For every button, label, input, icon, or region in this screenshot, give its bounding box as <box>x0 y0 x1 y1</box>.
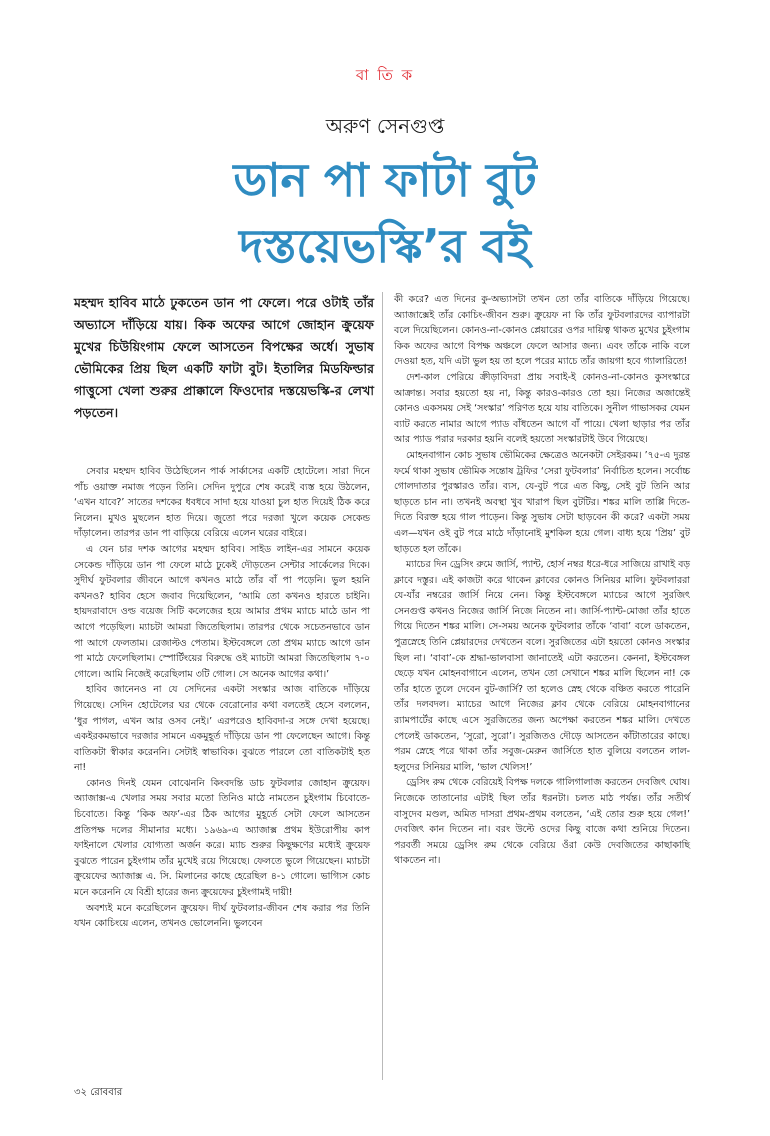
author-name: অরুণ সেনগুপ্ত <box>325 114 445 138</box>
section-tag: বা তি ক <box>355 66 415 84</box>
left-column <box>74 464 370 932</box>
article-title-line-1: ডান পা ফাটা বুট <box>233 153 537 207</box>
right-column <box>394 292 690 869</box>
body-paragraph: কী করে? এত দিনের কু-অভ্যাসটা তখন তো তাঁর বাতিকে দাঁড়িয়ে গিয়েছে। অ্যাজাক্সেই তাঁর কোচিং-জীবন শুরু। ক্রুয়েফ না কি তাঁর ফুটবলারদের ব্যাপারটা বলে দিয়েছিলেন। কোনও-না-কোনও প্লেয়ারের ওপর দায়িত্ব থাকত মুখের চুইংগাম কিক অফের আগে বিপক্ষ অঞ্চলে ফেলে আসার জন্য। এবং তাঁকে নাকি বলে দেওয়া হত, যদি এটা ভুল হয় তা হলে পরের ম্যাচে তাঁর জায়গা হবে গ্যালারিতে! <box>394 294 690 368</box>
body-paragraph: ম্যাচের দিন ড্রেসিং রুমে জার্সি, প্যান্ট, হোর্স নম্বর ধরে-ধরে সাজিয়ে রাখাই বড় ক্লাবে দস্তুর। এই কাজটা করে থাকেন ক্লাবের কোনও সিনিয়র মালি। ফুটবলাররা যে-যাঁর নম্বরের জার্সি নিয়ে নেন। কিন্তু ইস্টবেঙ্গলে ম্যাচের আগে সুরজিৎ সেনগুপ্ত কখনও নিজের জার্সি নিজে নিতেন না। জার্সি-প্যান্ট-মোজা তাঁর হাতে গিয়ে দিতেন শঙ্কর মালি। সে-সময় অনেক ফুটবলার তাঁকে ‘বাবা’ বলে ডাকতেন, পুত্রস্নেহে তিনি প্লেয়ারদের দেখতেন বলে। সুরজিতের এটা হয়তো কোনও সংস্কার ছিল না। ‘বাবা’-কে শ্রদ্ধা-ভালবাসা জানাতেই এটা করতেন। কেননা, ইস্টবেঙ্গল ছেড়ে যখন মোহনবাগানে এলেন, তখন তো সেখানে শঙ্কর মালি ছিলেন না! কে তাঁর হাতে তুলে দেবেন বুট-জার্সি? তা হলেও স্নেহ থেকে বঞ্চিত করতে পারেনি তাঁর দলবদল। ম্যাচের আগে নিজের ক্লাব থেকে বেরিয়ে মোহনবাগানের র‍্যামপার্টের কাছে এসে সুরজিতের জন্য অপেক্ষা করতেন শঙ্কর মালি। দেখতে পেলেই ডাকতেন, ‘সুরো, সুরো’। সুরজিতও দৌড়ে আসতেন কাঁটাতারের কাছে। পরম স্নেহে পরে থাকা তাঁর সবুজ-মেরুন জার্সিতে হাত বুলিয়ে বলতেন লাল-হলুদের সিনিয়র মালি, ‘ভাল খেলিস!’ <box>394 559 690 773</box>
body-paragraph: দেশ-কাল পেরিয়ে ক্রীড়াবিদরা প্রায় সবাই-ই কোনও-না-কোনও কুসংস্কারে আক্রান্ত। সবার হয়তো হয় না, কিন্তু কারও-কারও তো হয়। নিজের অজান্তেই কোনও একসময় সেই ‘সংস্কার’ পরিণত হয়ে যায় বাতিকে। সুনীল গাভাসকর যেমন ব্যাট করতে নামার আগে প্যাড বাঁধতেন আগে বাঁ পায়ে। খেলা ছাড়ার পর তাঁর আর প্যাড পরার দরকার হয়নি বলেই হয়তো সংস্কারটাই উবে গিয়েছে। <box>394 371 690 446</box>
page-number: ৩২ <box>74 1087 88 1098</box>
body-paragraph: সেবার মহম্মদ হাবিব উঠেছিলেন পার্ক সার্কাসের একটি হোটেলে। সারা দিনে পাঁচ ওয়াক্ত নমাজ পড়েন তিনি। সেদিন দুপুরে শেষ করেই ব্যস্ত হয়ে উঠলেন, ‘এখন যাবে?’ সাতের দশকের ধবধবে সাদা হয়ে যাওয়া চুল হাত দিয়েই ঠিক করে নিলেন। মুখও মুছলেন হাত দিয়ে। জুতো পরে দরজা খুলে কয়েক সেকেন্ড দাঁড়ালেন। তারপর ডান পা বাড়িয়ে বেরিয়ে এলেন ঘরের বাইরে। <box>74 466 370 540</box>
article-title-line-2: দস্তয়েভস্কি’র বই <box>239 219 531 273</box>
column-divider <box>382 292 383 1080</box>
lead-paragraph: মহম্মদ হাবিব মাঠে ঢুকতেন ডান পা ফেলে। পরে ওটাই তাঁর অভ্যাসে দাঁড়িয়ে যায়। কিক অফের আগে জোহান ক্রুয়েফ মুখের চিউয়িংগাম ফেলে আসতেন বিপক্ষের অর্ধে। সুভাষ ভৌমিকের প্রিয় ছিল একটি ফাটা বুট। ইতালির মিডফিল্ডার গাত্তুসো খেলা শুরুর প্রাক্কালে ফিওদোর দস্তয়েভস্কি-র লেখা পড়তেন। <box>74 295 374 420</box>
body-paragraph: অবশ্যই মনে করেছিলেন ক্রুয়েফ। দীর্ঘ ফুটবলার-জীবন শেষ করার পর তিনি যখন কোচিংয়ে এলেন, তখনও ভোলেননি। ভুলবেন <box>74 902 370 930</box>
magazine-name: রোববার <box>90 1087 123 1098</box>
page-footer <box>74 1085 122 1102</box>
body-paragraph: কোনও দিনই যেমন বোঝেননি কিংবদন্তি ডাচ ফুটবলার জোহান ক্রুয়েফ। অ্যাজাক্স-এ খেলার সময় সবার মতো তিনিও মাঠে নামতেন চুইংগাম চিবোতে-চিবোতে। কিন্তু ‘কিক অফ’-এর ঠিক আগের মুহূর্তে সেটা ফেলে আসতেন প্রতিপক্ষ দলের সীমানার মধ্যে। ১৯৬৯-এ অ্যাজাক্স প্রথম ইউরোপীয় কাপ ফাইনালে খেলার যোগ্যতা অর্জন করে। ম্যাচ শুরুর কিছুক্ষণের মধ্যেই ক্রুয়েফ বুঝতে পারেন চুইংগাম তাঁর মুখেই রয়ে গিয়েছে। ফেলতে ভুলে গিয়েছেন। ম্যাচটা ক্রুয়েফের অ্যাজাক্স এ. সি. মিলানের কাছে হেরেছিল ৪-১ গোলে। ভাগ্যিস কোচ মনে করেননি যে বিশ্রী হারের জন্য ক্রুয়েফের চুইংগামই দায়ী! <box>74 777 370 899</box>
body-paragraph: হাবিব জানেনও না যে সেদিনের একটা সংস্কার আজ বাতিকে দাঁড়িয়ে গিয়েছে। সেদিন হোটেলের ঘর থেকে বেরোনোর কথা বলতেই হেসে বললেন, ‘ধুর পাগল, এখন আর ওসব নেই।’ এরপরেও হাবিবদা-র সঙ্গে দেখা হয়েছে। একইরকমভাবে দরজার সামনে একমুহূর্ত দাঁড়িয়ে ডান পা ফেলেছেন আগে। কিন্তু বাতিকটা স্বীকার করেননি। সেটাই স্বাভাবিক। বুঝতে পারলে তো বাতিকটাই হত না! <box>74 684 370 774</box>
body-paragraph: ড্রেসিং রুম থেকে বেরিয়েই বিপক্ষ দলকে গালিগালাজ করতেন দেবজিৎ ঘোষ। নিজেকে তাতানোর এটাই ছিল তাঁর ধরনটা। চলত মাঠ পর্যন্ত। তাঁর সতীর্থ বাসুদেব মণ্ডল, অমিত দাসরা প্রথম-প্রথম বলতেন, ‘এই তোর শুরু হয়ে গেল!’ দেবজিৎ কান দিতেন না। বরং উল্টে ওদের কিছু বাজে কথা শুনিয়ে দিতেন। পরবর্তী সময়ে ড্রেসিং রুম থেকে বেরিয়ে ওঁরা কেউ দেবজিতের কাছাকাছি থাকতেন না। <box>394 777 690 867</box>
body-paragraph: মোহনবাগান কোচ সুভাষ ভৌমিকের ক্ষেত্রেও অনেকটা সেইরকম। ’৭৫-এ দুরন্ত ফর্মে থাকা সুভাষ ভৌমিক সন্তোষ ট্রফির ‘সেরা ফুটবলার’ নির্বাচিত হলেন। সর্বোচ্চ গোলদাতার পুরস্কারও তাঁর। ব্যস, যে-বুট পরে এত কিছু, সেই বুট তিনি আর ছাড়তে চান না। তখনই অবস্থা খুব খারাপ ছিল বুটটির। শঙ্কর মালি তাপ্পি দিতে-দিতে বিরক্ত হয়ে গাল পাড়েন। কিন্তু সুভাষ সেটা ছাড়বেন কী করে? একটা সময় এল—যখন ওই বুট পরে মাঠে দাঁড়ানোই মুশকিল হয়ে গেল। বাধ্য হয়ে ‘প্রিয়’ বুট ছাড়তে হল তাঁকে। <box>394 449 690 555</box>
body-paragraph: এ যেন চার দশক আগের মহম্মদ হাবিব। সাইড লাইন-এর সামনে কয়েক সেকেন্ড দাঁড়িয়ে ডান পা ফেলে মাঠে ঢুকেই দৌড়তেন সেন্টার সার্কেলের দিকে। সুদীর্ঘ ফুটবলার জীবনে আগে কখনও মাঠে তাঁর বাঁ পা পড়েনি। ভুল হয়নি কখনও? হাবিব হেসে জবাব দিয়েছিলেন, ‘আমি তো কখনও হারতে চাইনি। হায়দরাবাদে ওল্ড বয়েজ সিটি কলেজের হয়ে আমার প্রথম ম্যাচে মাঠে ডান পা আগে পড়েছিল। ম্যাচটা আমরা জিতেছিলাম। তারপর থেকে সচেতনভাবে ডান পা আগে ফেলতাম। রেজাল্টও পেতাম। ইস্টবেঙ্গলে তো প্রথম ম্যাচে আগে ডান পা মাঠে ফেলেছিলাম। স্পোর্টিংয়ের বিরুদ্ধে ওই ম্যাচটা আমরা জিতেছিলাম ৭-০ গোলে। আমি নিজেই করেছিলাম ৩টি গোল। সে অনেক আগের কথা।’ <box>74 543 370 680</box>
